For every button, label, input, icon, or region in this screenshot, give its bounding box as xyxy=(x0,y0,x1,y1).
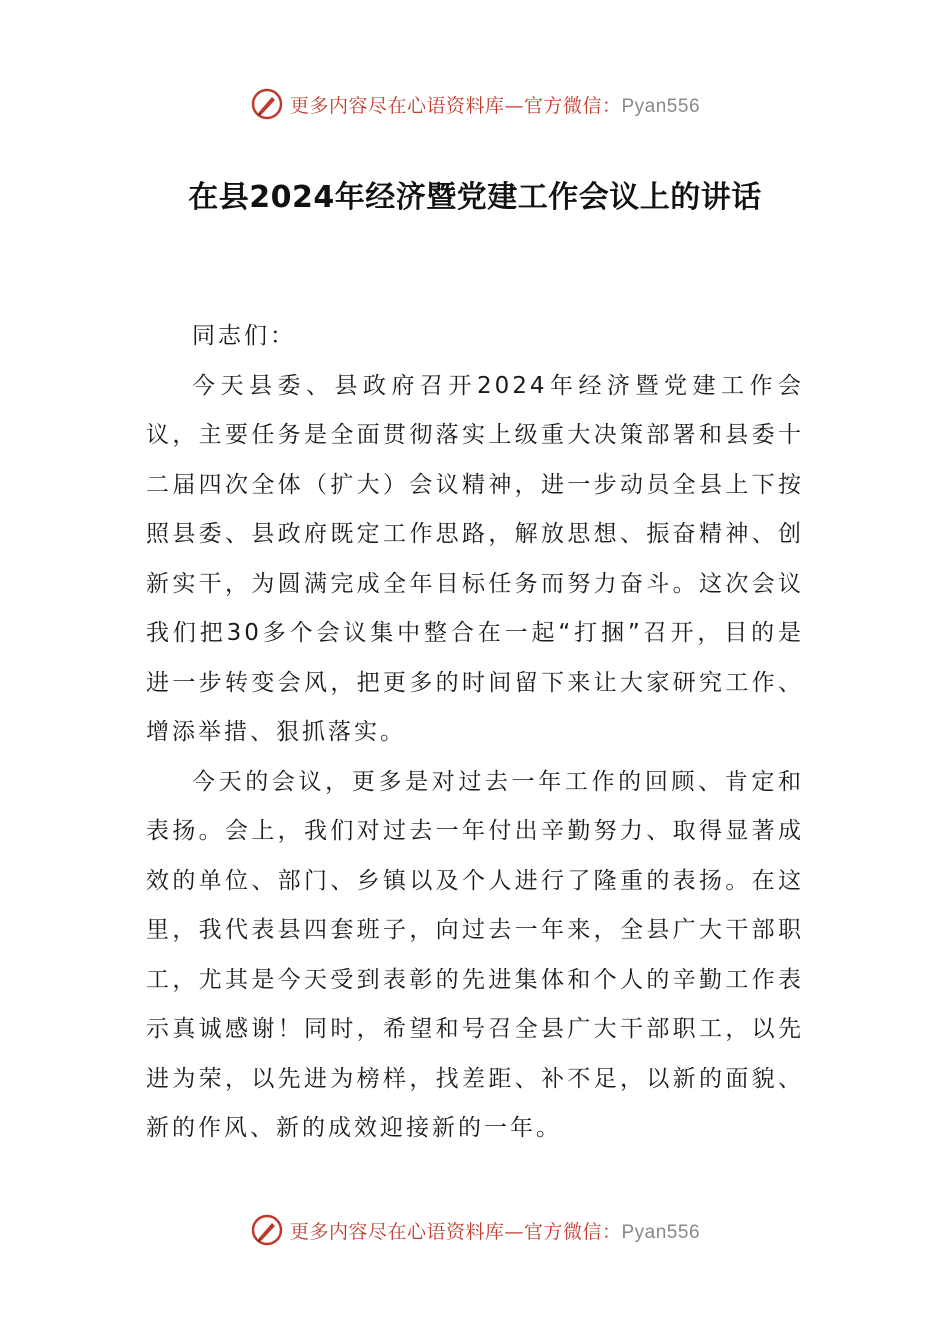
footer-banner xyxy=(0,1210,950,1250)
paragraph: 今天的会议，更多是对过去一年工作的回顾、肯定和表扬。会上，我们对过去一年付出辛勤努力、取得显著成效的单位、部门、乡镇以及个人进行了隆重的表扬。在这里，我代表县四套班子，向过去一年来，全县广大干部职工，尤其是今天受到表彰的先进集体和个人的辛勤工作表示真诚感谢！同时，希望和号召全县广大干部职工，以先进为荣，以先进为榜样，找差距、补不足，以新的面貌、新的作风、新的成效迎接新的一年。 xyxy=(146,768,804,1141)
banner-text xyxy=(290,1217,700,1244)
document-body xyxy=(146,312,804,1154)
salutation: 同志们： xyxy=(192,323,296,349)
banner-dash: — xyxy=(504,94,524,117)
document-title: 在县2024年经济暨党建工作会议上的讲话 xyxy=(188,180,762,215)
header-banner xyxy=(0,84,950,124)
paragraph: 今天县委、县政府召开2024年经济暨党建工作会议，主要任务是全面贯彻落实上级重大决策部署和县委十二届四次全体（扩大）会议精神，进一步动员全县上下按照县委、县政府既定工作思路，解放思想、振奋精神、创新实干，为圆满完成全年目标任务而努力奋斗。这次会议我们把30多个会议集中整合在一起“打捆”召开，目的是进一步转变会风，把更多的时间留下来让大家研究工作、增添举措、狠抓落实。 xyxy=(146,372,804,745)
banner-text xyxy=(290,91,700,118)
banner-contact-label: 官方微信： xyxy=(523,1220,622,1243)
banner-main: 更多内容尽在心语资料库 xyxy=(289,1220,505,1243)
pen-logo-icon xyxy=(250,87,284,121)
banner-dash: — xyxy=(504,1220,524,1243)
banner-contact-label: 官方微信： xyxy=(523,94,622,117)
banner-contact-id: Pyan556 xyxy=(621,1221,701,1243)
banner-contact-id: Pyan556 xyxy=(621,95,701,117)
pen-logo-icon xyxy=(250,1213,284,1247)
banner-main: 更多内容尽在心语资料库 xyxy=(289,94,505,117)
